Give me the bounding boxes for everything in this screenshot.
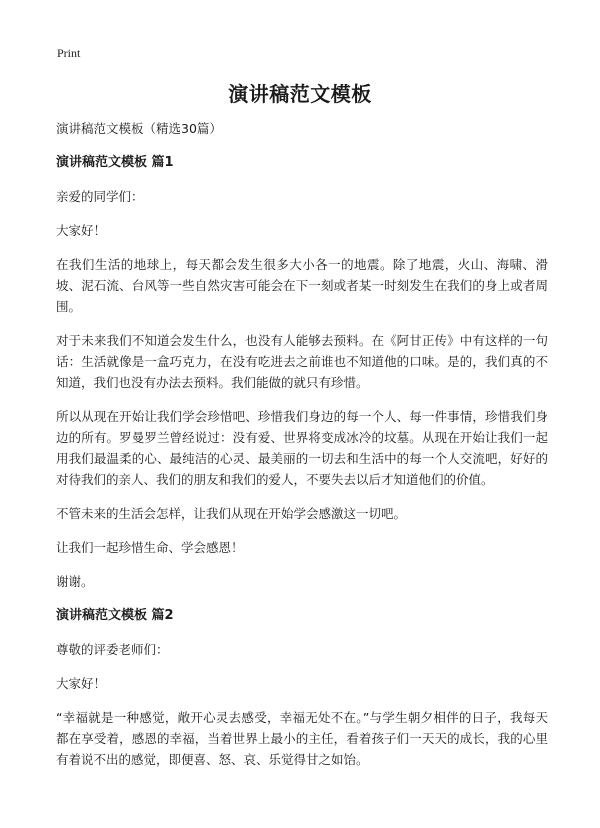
document-subtitle: 演讲稿范文模板（精选30篇） (56, 121, 222, 136)
body-paragraph: 在我们生活的地球上，每天都会发生很多大小各一的地震。除了地震，火山、海啸、滑坡、泥石流、台风等一些自然灾害可能会在下一刻或者某一时刻发生在我们的身上或者周围。 (56, 257, 548, 314)
body-paragraph: 让我们一起珍惜生命、学会感恩！ (56, 540, 244, 555)
page-title: 演讲稿范文模板 (228, 82, 372, 106)
section-heading: 演讲稿范文模板 篇2 (56, 608, 174, 623)
print-label: Print (57, 46, 81, 60)
salutation: 亲爱的同学们： (56, 189, 144, 204)
section-heading: 演讲稿范文模板 篇1 (56, 155, 174, 170)
body-paragraph: 对于未来我们不知道会发生什么，也没有人能够去预料。在《阿甘正传》中有这样的一句话：生活就像是一盒巧克力，在没有吃进去之前谁也不知道他的口味。是的，我们真的不知道，我们也没有办法去预料。我们能做的就只有珍惜。 (56, 333, 548, 390)
salutation: 尊敬的评委老师们： (56, 642, 169, 657)
body-paragraph: 不管未来的生活会怎样，让我们从现在开始学会感激这一切吧。 (56, 506, 407, 521)
greeting: 大家好！ (56, 223, 107, 238)
greeting: 大家好！ (56, 676, 107, 691)
body-paragraph: 所以从现在开始让我们学会珍惜吧、珍惜我们身边的每一个人、每一件事情，珍惜我们身边的所有。罗曼罗兰曾经说过：没有爱、世界将变成冰冷的坟墓。从现在开始让我们一起用我们最温柔的心、最纯洁的心灵、最美丽的一切去和生活中的每一个人交流吧，好好的对待我们的亲人、我们的朋友和我们的爱人，不要失去以后才知道他们的价值。 (56, 409, 548, 487)
closing: 谢谢。 (56, 574, 94, 589)
document-body (56, 118, 548, 783)
body-paragraph: “幸福就是一种感觉，敞开心灵去感受，幸福无处不在。”与学生朝夕相伴的日子，我每天都在享受着，感恩的幸福，当着世界上最小的主任，看着孩子们一天天的成长，我的心里有着说不出的感觉，即便喜、怒、哀、乐觉得甘之如饴。 (56, 710, 548, 767)
